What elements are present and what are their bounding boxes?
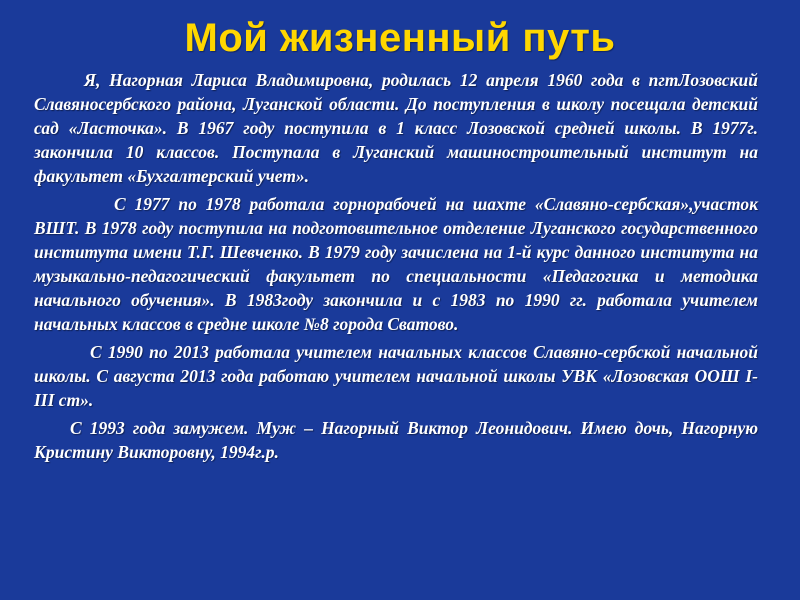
paragraph-education: С 1977 по 1978 работала горнорабочей на шахте «Славяно-сербская»,участок ВШТ. В 1978 году поступила на подготовительное отделение Луганского государственного института имени Т.Г. Шевченко. В 1979 году зачислена на 1-й курс данного института на музыкально-педагогический факультет по специальности «Педагогика и методика начального обучения». В 1983году закончила и с 1983 по 1990 гг. работала учителем начальных классов в средне школе №8 города Сватово. [34,194,758,334]
biography-text [34,68,758,468]
paragraph-career: С 1990 по 2013 работала учителем начальных классов Славяно-сербской начальной школы. С августа 2013 года работаю учителем начальной школы УВК «Лозовская ООШ I-III ст». [34,342,758,410]
slide-title: Мой жизненный путь [184,16,616,60]
paragraph-early-life: Я, Нагорная Лариса Владимировна, родилась 12 апреля 1960 года в пгтЛозовский Славяносербского района, Луганской области. До поступления в школу посещала детский сад «Ласточка». В 1967 году поступила в 1 класс Лозовской средней школы. В 1977г. закончила 10 классов. Поступала в Луганский машиностроительный институт на факультет «Бухгалтерский учет». [34,70,758,186]
paragraph-family: С 1993 года замужем. Муж – Нагорный Виктор Леонидович. Имею дочь, Нагорную Кристину Викторовну, 1994г.р. [34,418,758,462]
